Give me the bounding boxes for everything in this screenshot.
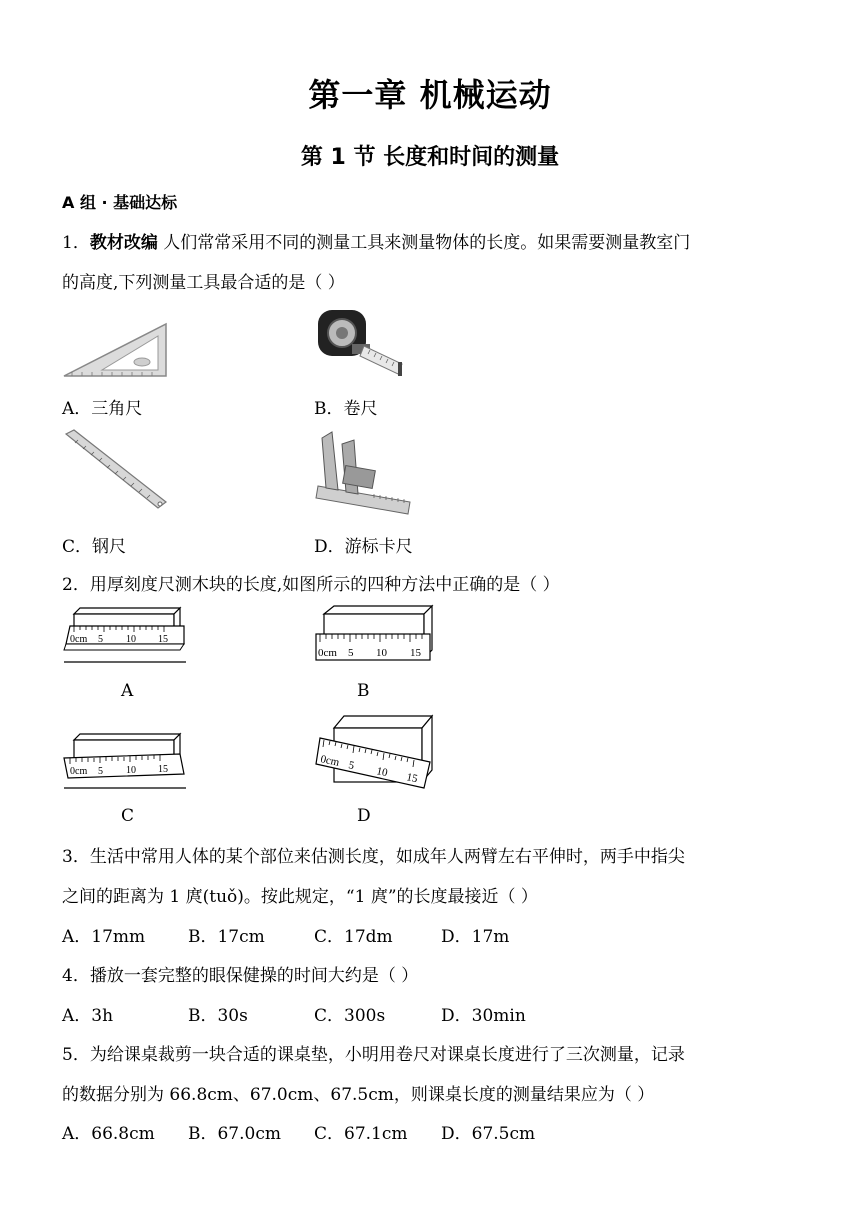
q3-option-a: A．17mm (62, 927, 146, 947)
q4-option-d: D．30min (441, 1006, 526, 1026)
vernier-caliper-icon (314, 424, 412, 516)
q5-line2: 的数据分别为 66.8cm、67.0cm、67.5cm，则课桌长度的测量结果应为（ ） (62, 1085, 655, 1105)
q3-line1: 3．生活中常用人体的某个部位来估测长度，如成年人两臂左右平伸时，两手中指尖 (62, 847, 685, 867)
q1-line1 (62, 228, 690, 253)
ruler-a-tick-10: 10 (126, 634, 136, 645)
q3-line2: 之间的距离为 1 庹(tuǒ)。按此规定，“1 庹”的长度最接近（ ） (62, 887, 538, 907)
ruler-figure-b (314, 604, 436, 668)
q1-line2: 的高度,下列测量工具最合适的是（ ） (62, 273, 345, 293)
q5-option-b: B．67.0cm (188, 1124, 281, 1144)
q1-option-a: A．三角尺 (62, 399, 143, 419)
q5-option-d: D．67.5cm (441, 1124, 536, 1144)
q3-option-d: D．17m (441, 927, 510, 947)
q2-line1: 2．用厚刻度尺测木块的长度,如图所示的四种方法中正确的是（ ） (62, 575, 560, 595)
ruler-c-tick-15: 15 (158, 764, 168, 775)
ruler-d-tick-0: 0cm (319, 753, 341, 769)
q3-option-c: C．17dm (314, 927, 393, 947)
figure-caption-b: B (357, 681, 370, 701)
q3-option-b: B．17cm (188, 927, 265, 947)
ruler-b-tick-10: 10 (376, 647, 387, 659)
q4-option-b: B．30s (188, 1006, 248, 1026)
group-label: A 组 · 基础达标 (62, 193, 178, 212)
ruler-b-tick-0: 0cm (318, 647, 337, 659)
q5-line1: 5．为给课桌裁剪一块合适的课桌垫，小明用卷尺对课桌长度进行了三次测量，记录 (62, 1045, 685, 1065)
q4-line1: 4．播放一套完整的眼保健操的时间大约是（ ） (62, 966, 419, 986)
ruler-b-tick-15: 15 (410, 647, 421, 659)
ruler-d-tick-10: 10 (375, 765, 389, 780)
ruler-c-tick-10: 10 (126, 765, 136, 776)
ruler-a-tick-0: 0cm (70, 634, 88, 645)
ruler-figure-d (314, 710, 438, 790)
q1-tag: 教材改编 (89, 233, 158, 253)
section-title: 第 1 节 长度和时间的测量 (300, 145, 560, 170)
q1-number: 1． (62, 233, 90, 253)
figure-caption-a: A (121, 681, 134, 701)
ruler-c-tick-5: 5 (98, 766, 103, 777)
ruler-a-tick-15: 15 (158, 634, 168, 645)
ruler-a-tick-5: 5 (98, 634, 103, 645)
ruler-figure-a (62, 604, 188, 664)
triangle-ruler-icon (62, 322, 168, 378)
q4-option-c: C．300s (314, 1006, 386, 1026)
tape-measure-icon (314, 306, 406, 378)
ruler-d-tick-5: 5 (347, 759, 356, 773)
ruler-figure-c (62, 730, 188, 792)
figure-caption-c: C (121, 806, 135, 826)
ruler-b-tick-5: 5 (348, 647, 354, 659)
q1-option-d: D．游标卡尺 (314, 537, 413, 557)
steel-ruler-icon (62, 428, 168, 514)
q1-option-b: B．卷尺 (314, 399, 378, 419)
q4-option-a: A．3h (62, 1006, 114, 1026)
q1-option-c: C．钢尺 (62, 537, 127, 557)
figure-caption-d: D (357, 806, 371, 826)
q5-option-c: C．67.1cm (314, 1124, 408, 1144)
chapter-title: 第一章 机械运动 (308, 76, 552, 114)
q1-text: 人们常常采用不同的测量工具来测量物体的长度。如果需要测量教室门 (157, 233, 691, 253)
ruler-c-tick-0: 0cm (70, 766, 88, 777)
ruler-d-tick-15: 15 (405, 771, 419, 786)
q5-option-a: A．66.8cm (62, 1124, 155, 1144)
